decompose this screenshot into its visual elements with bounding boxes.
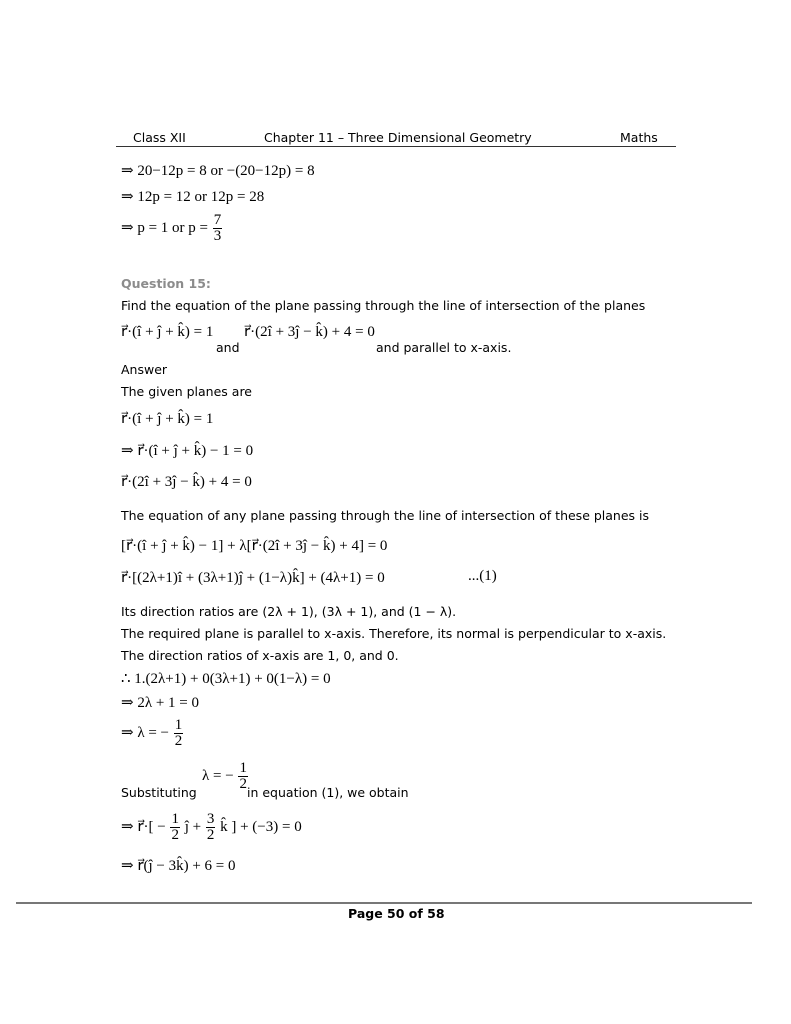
fraction-7-3 (213, 213, 223, 244)
result-1 (121, 812, 302, 843)
family-equation: [r⃗·(î + ĵ + k̂) − 1] + λ[r⃗·(2î + 3ĵ − k̂) + 4] = 0 (121, 538, 388, 554)
header-class: Class XII (133, 130, 186, 145)
substituting-label: Substituting (121, 785, 197, 800)
numerator: 7 (213, 212, 222, 228)
numerator: 3 (206, 811, 215, 827)
result-1-mid: ĵ + (184, 818, 202, 835)
substituting-suffix: in equation (1), we obtain (247, 785, 409, 800)
question-title: Question 15: (121, 276, 211, 291)
family-expanded: r⃗·[(2λ+1)î + (3λ+1)ĵ + (1−λ)k̂] + (4λ+1) = 0 (121, 570, 385, 586)
any-plane-text: The equation of any plane passing through the line of intersection of these planes is (121, 508, 650, 523)
given-plane-1-rearranged: ⇒ r⃗·(î + ĵ + k̂) − 1 = 0 (121, 443, 254, 459)
denominator: 2 (239, 776, 247, 792)
result-2: ⇒ r⃗(ĵ − 3k̂) + 6 = 0 (121, 858, 236, 874)
question-eq-2: r⃗·(2î + 3ĵ − k̂) + 4 = 0 (244, 324, 375, 340)
question-text: Find the equation of the plane passing through the line of intersection of the planes (121, 298, 646, 313)
numerator: 1 (174, 717, 183, 733)
prev-line-1: ⇒ 20−12p = 8 or −(20−12p) = 8 (121, 163, 315, 179)
result-1-suffix: k̂ ] + (−3) = 0 (220, 818, 302, 835)
step-3-prefix: ⇒ λ = − (121, 724, 170, 741)
direction-ratios-text: Its direction ratios are (2λ + 1), (3λ + 1), and (1 − λ). (121, 604, 457, 619)
answer-label: Answer (121, 362, 168, 377)
prev-line-2: ⇒ 12p = 12 or 12p = 28 (121, 189, 265, 205)
question-eq-1: r⃗·(î + ĵ + k̂) = 1 (121, 324, 214, 340)
header-subject: Maths (620, 130, 658, 145)
question-suffix: and parallel to x-axis. (376, 340, 512, 355)
header-chapter: Chapter 11 – Three Dimensional Geometry (264, 130, 532, 145)
given-plane-1: r⃗·(î + ĵ + k̂) = 1 (121, 411, 214, 427)
substituting-lambda (202, 761, 249, 792)
parallel-text: The required plane is parallel to x-axis. Therefore, its normal is perpendicular to x-axis. (121, 626, 667, 641)
equation-tag: ...(1) (468, 568, 497, 584)
step-3 (121, 718, 184, 749)
given-plane-2: r⃗·(2î + 3ĵ − k̂) + 4 = 0 (121, 474, 252, 490)
footer-divider (16, 902, 752, 904)
step-2: ⇒ 2λ + 1 = 0 (121, 695, 200, 711)
denominator: 2 (206, 827, 215, 843)
x-axis-ratios-text: The direction ratios of x-axis are 1, 0, and 0. (121, 648, 399, 663)
step-1: ∴ 1.(2λ+1) + 0(3λ+1) + 0(1−λ) = 0 (121, 671, 331, 687)
denominator: 2 (171, 827, 179, 843)
question-and: and (216, 340, 240, 355)
page-number: Page 50 of 58 (348, 906, 445, 921)
numerator: 1 (239, 760, 247, 776)
prev-line-3 (121, 213, 223, 244)
numerator: 1 (171, 811, 179, 827)
result-1-prefix: ⇒ r⃗·[ − (121, 818, 166, 835)
fraction-1-2 (170, 812, 180, 843)
fraction-1-2 (174, 718, 184, 749)
denominator: 2 (174, 733, 183, 749)
prev-line-3-prefix: ⇒ p = 1 or p = (121, 219, 208, 236)
fraction-3-2 (206, 812, 216, 843)
lambda-prefix: λ = − (202, 767, 234, 784)
denominator: 3 (213, 228, 222, 244)
header-divider (116, 146, 676, 147)
answer-given: The given planes are (121, 384, 252, 399)
